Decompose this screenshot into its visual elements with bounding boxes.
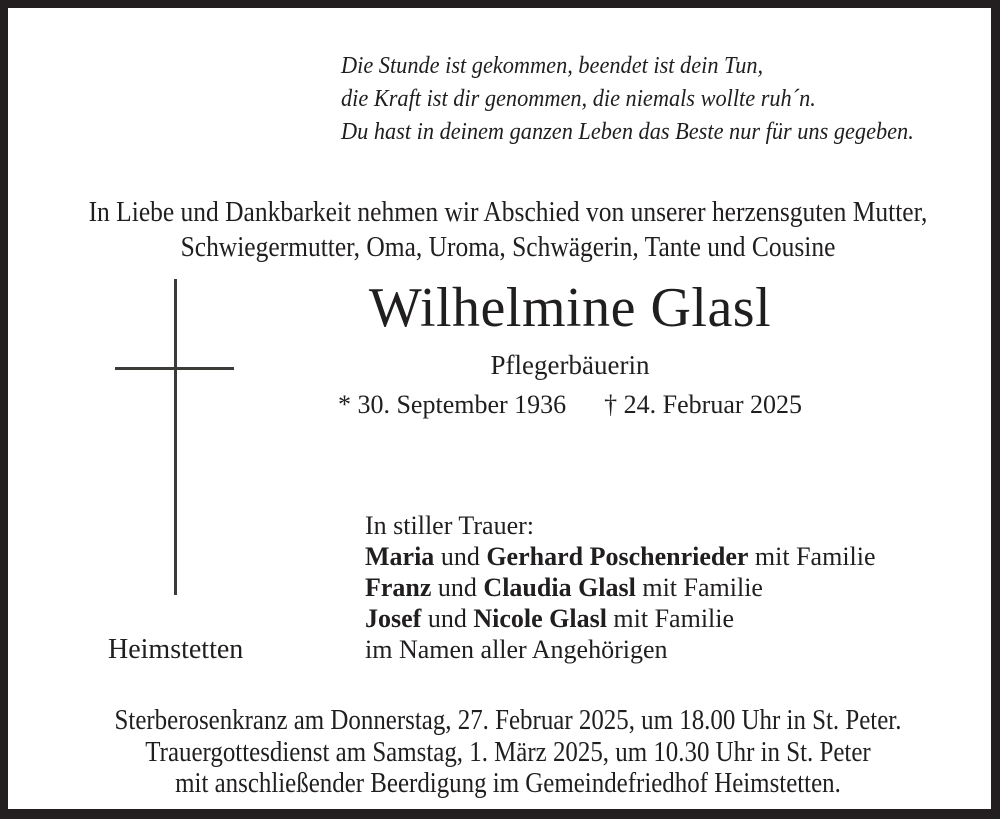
farewell-intro xyxy=(53,195,963,265)
mourner-connector: und xyxy=(440,542,480,571)
intro-line: In Liebe und Dankbarkeit nehmen wir Abschied von unserer herzensguten Mutter, xyxy=(88,197,928,228)
mourners-list xyxy=(365,510,876,665)
mourner-connector: und xyxy=(427,604,467,633)
memorial-poem xyxy=(341,50,914,149)
mourners-closing: im Namen aller Angehörigen xyxy=(365,635,668,664)
announcement-line: Sterberosenkranz am Donnerstag, 27. Februar 2025, um 18.00 Uhr in St. Peter. xyxy=(114,705,902,736)
mourner-name: Gerhard Poschenrieder xyxy=(486,542,749,571)
life-dates xyxy=(270,390,870,420)
mourner-row xyxy=(365,603,876,634)
birth-date: * 30. September 1936 xyxy=(337,390,567,419)
deceased-name: Wilhelmine Glasl xyxy=(368,277,772,339)
funeral-announcement xyxy=(63,705,953,800)
announcement-line: Trauergottesdienst am Samstag, 1. März 2025, um 10.30 Uhr in St. Peter xyxy=(145,736,871,768)
death-date: † 24. Februar 2025 xyxy=(604,390,803,419)
latin-cross-icon xyxy=(174,279,177,595)
poem-line: die Kraft ist dir genommen, die niemals wollte ruh´n. xyxy=(341,86,816,112)
mourner-row xyxy=(365,541,876,572)
mourner-name: Josef xyxy=(365,604,422,633)
place-name: Heimstetten xyxy=(108,634,244,665)
mourner-suffix: mit Familie xyxy=(642,573,763,602)
poem-line: Du hast in deinem ganzen Leben das Beste nur für uns gegeben. xyxy=(341,119,914,145)
intro-line: Schwiegermutter, Oma, Uroma, Schwägerin, Tante und Cousine xyxy=(180,232,836,263)
mourners-heading: In stiller Trauer: xyxy=(365,511,534,540)
mourner-connector: und xyxy=(437,573,477,602)
mourner-suffix: mit Familie xyxy=(613,604,735,633)
mourner-name: Maria xyxy=(365,542,435,571)
deceased-occupation: Pflegerbäuerin xyxy=(490,350,650,380)
mourner-name: Claudia Glasl xyxy=(483,573,636,602)
deceased-block xyxy=(270,278,870,420)
mourner-name: Franz xyxy=(365,573,432,602)
announcement-line: mit anschließender Beerdigung im Gemeindefriedhof Heimstetten. xyxy=(175,768,841,799)
poem-line: Die Stunde ist gekommen, beendet ist dein Tun, xyxy=(341,53,764,79)
mourner-name: Nicole Glasl xyxy=(473,604,607,633)
mourner-row xyxy=(365,572,876,603)
latin-cross-icon xyxy=(115,367,234,370)
mourner-suffix: mit Familie xyxy=(754,542,876,571)
